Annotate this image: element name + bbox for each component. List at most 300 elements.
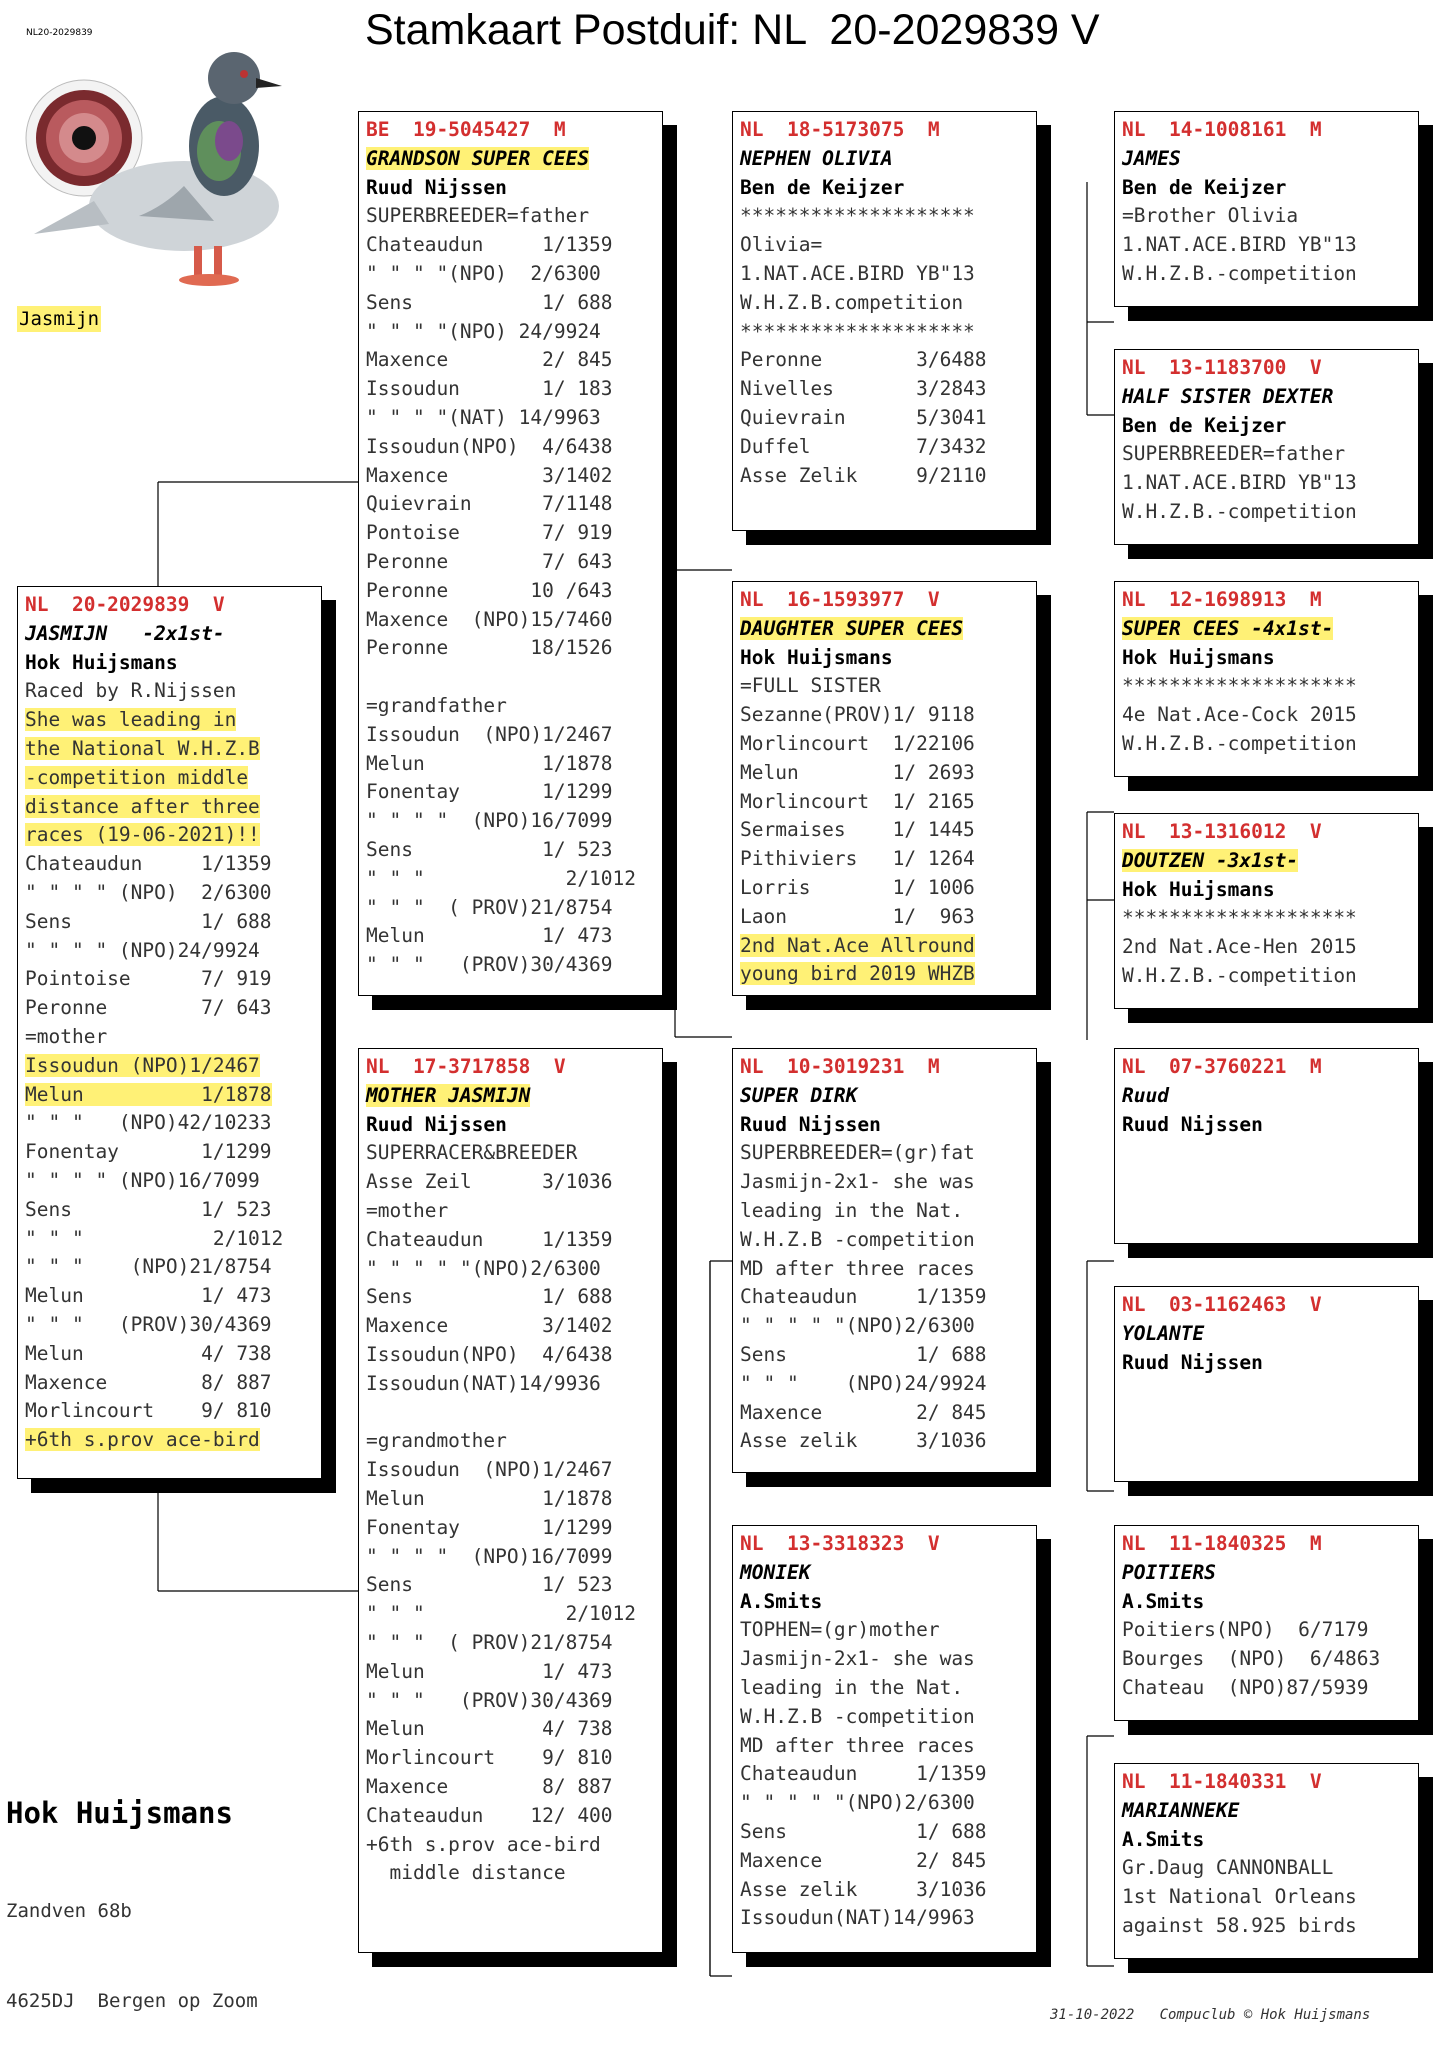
card-line (25, 1081, 315, 1110)
card-line-text: ******************** (1122, 674, 1357, 698)
card-line-text: Sens 1/ 688 (740, 1819, 987, 1843)
card-line (366, 836, 656, 865)
card-line (1122, 1883, 1412, 1912)
ring-number: NL 13-1183700 V (1122, 356, 1322, 379)
card-line-text: ******************** (1122, 906, 1357, 930)
card-ggp-mfm[interactable] (1114, 1286, 1419, 1482)
card-ggp-fmm[interactable] (1114, 813, 1419, 1009)
card-line (25, 1167, 315, 1196)
card-line-text: Peronne 7/ 643 (25, 996, 272, 1020)
owner: Ruud Nijssen (740, 1112, 881, 1136)
card-line-text: " " " (NPO)42/10233 (25, 1111, 272, 1135)
card-line-text: Maxence (NPO)15/7460 (366, 607, 613, 631)
card-line-text: " " " 2/1012 (366, 866, 637, 890)
card-line (25, 1225, 315, 1254)
card-line-text: Issoudun (NPO)1/2467 (25, 1053, 260, 1077)
card-line-text: She was leading in (25, 708, 237, 732)
card-line (366, 260, 656, 289)
card-line-text: MD after three races (740, 1256, 975, 1280)
card-line (1122, 962, 1412, 991)
card-line-text: Chateaudun 1/1359 (740, 1762, 987, 1786)
card-line (25, 994, 315, 1023)
card-line (1122, 1674, 1412, 1703)
card-line-text: leading in the Nat. (740, 1198, 964, 1222)
card-line (366, 807, 656, 836)
card-line-text: Sens 1/ 523 (25, 1197, 272, 1221)
card-line (25, 879, 315, 908)
card-line (25, 735, 315, 764)
card-line-text: " " " " (NPO)24/9924 (25, 938, 260, 962)
card-line (366, 894, 656, 923)
card-line-text: Maxence 3/1402 (366, 1314, 613, 1338)
footer-copyright: 31-10-2022 Compuclub © Hok Huijsmans (1050, 2007, 1371, 2023)
card-line-text: W.H.Z.B.-competition (1122, 731, 1357, 755)
card-line (25, 1253, 315, 1282)
pigeon-name (740, 615, 1030, 644)
card-line-text: " " " ( PROV)21/8754 (366, 895, 613, 919)
pigeon-name: NEPHEN OLIVIA (740, 146, 893, 170)
card-line-text: Maxence 2/ 845 (740, 1848, 987, 1872)
card-line (366, 346, 656, 375)
card-line (25, 1196, 315, 1225)
card-line (366, 1427, 656, 1456)
card-line (740, 318, 1030, 347)
card-line (740, 932, 1030, 961)
card-line-text: Melun 1/ 473 (25, 1284, 272, 1308)
card-line (740, 1168, 1030, 1197)
card-line (25, 1282, 315, 1311)
card-line (1122, 231, 1412, 260)
card-line (740, 260, 1030, 289)
card-ggp-mff[interactable] (1114, 1048, 1419, 1244)
card-line (366, 1197, 656, 1226)
pigeon-name (366, 145, 656, 174)
card-line (366, 1139, 656, 1168)
ring-number: NL 10-3019231 M (740, 1055, 940, 1078)
card-line-text: " " " 2/1012 (25, 1226, 284, 1250)
card-lines (1122, 1616, 1412, 1702)
card-line-text: Duffel 7/3432 (740, 434, 987, 458)
card-line-text: middle distance (366, 1861, 566, 1885)
card-line-text: +6th s.prov ace-bird (25, 1428, 260, 1452)
card-line (25, 1397, 315, 1426)
card-line (366, 1715, 656, 1744)
card-line-text: " " " (PROV)30/4369 (366, 1688, 613, 1712)
pigeon-name (366, 1082, 656, 1111)
card-line-text: W.H.Z.B.-competition (1122, 963, 1357, 987)
card-line (740, 1370, 1030, 1399)
card-lines (25, 677, 315, 1455)
card-line-text: W.H.Z.B.competition (740, 290, 964, 314)
card-line-text: Nivelles 3/2843 (740, 377, 987, 401)
card-line-text: Asse Zeil 3/1036 (366, 1170, 613, 1194)
card-line (740, 960, 1030, 989)
card-line (25, 1426, 315, 1455)
card-line (366, 750, 656, 779)
card-line-text: Gr.Daug CANNONBALL (1122, 1856, 1334, 1880)
card-line-text: Issoudun 1/ 183 (366, 377, 613, 401)
pigeon-name: MARIANNEKE (1122, 1798, 1240, 1822)
pigeon-name: Ruud (1122, 1083, 1169, 1107)
card-line-text: Fonentay 1/1299 (366, 780, 613, 804)
card-line-text: Issoudun(NAT)14/9936 (366, 1371, 601, 1395)
card-paternal-grandfather[interactable] (732, 111, 1037, 531)
pigeon-name: JAMES (1122, 146, 1181, 170)
loft-address (6, 1836, 258, 2046)
card-line-text: Pontoise 7/ 919 (366, 521, 613, 545)
card-maternal-grandmother[interactable] (732, 1525, 1037, 1953)
card-line-text: Sermaises 1/ 1445 (740, 818, 975, 842)
card-line-text: Sens 1/ 688 (366, 1285, 613, 1309)
card-ggp-mmf[interactable] (1114, 1525, 1419, 1721)
card-line-text: Melun 1/ 2693 (740, 760, 975, 784)
pigeon-name (1122, 847, 1412, 876)
card-line-text: Laon 1/ 963 (740, 904, 975, 928)
owner: Ben de Keijzer (1122, 175, 1287, 199)
card-line (366, 433, 656, 462)
ring-number: NL 17-3717858 V (366, 1055, 566, 1078)
card-line (366, 1802, 656, 1831)
card-line (366, 490, 656, 519)
card-line (25, 1109, 315, 1138)
card-line-text: Sezanne(PROV)1/ 9118 (740, 703, 975, 727)
card-line-text: Chateau (NPO)87/5939 (1122, 1675, 1369, 1699)
card-line-text: MD after three races (740, 1733, 975, 1757)
card-line-text: Melun 1/1878 (366, 1486, 613, 1510)
card-line-text: Chateaudun 1/1359 (740, 1285, 987, 1309)
card-line-text: 2nd Nat.Ace Allround (740, 933, 975, 957)
card-line (25, 764, 315, 793)
card-line-text: Asse zelik 3/1036 (740, 1429, 987, 1453)
card-line-text: SUPERBREEDER=father (1122, 442, 1346, 466)
card-line-text: 4e Nat.Ace-Cock 2015 (1122, 703, 1357, 727)
pigeon-name: JASMIJN -2x1st- (25, 621, 225, 645)
card-line-text: " " " " (NPO)16/7099 (25, 1168, 260, 1192)
card-line (366, 519, 656, 548)
loft-name: Hok Huijsmans (6, 1796, 233, 1830)
card-line-text: W.H.Z.B -competition (740, 1704, 975, 1728)
owner: Hok Huijsmans (1122, 877, 1275, 901)
card-line-text: Chateaudun 1/1359 (366, 1227, 613, 1251)
card-line (366, 1255, 656, 1284)
card-line (25, 1023, 315, 1052)
card-line-text: young bird 2019 WHZB (740, 962, 975, 986)
card-ggp-fmf[interactable] (1114, 581, 1419, 777)
card-line (1122, 904, 1412, 933)
ring-number: NL 13-1316012 V (1122, 820, 1322, 843)
card-line-text: W.H.Z.B.-competition (1122, 499, 1357, 523)
card-line (740, 1703, 1030, 1732)
card-line (740, 289, 1030, 318)
card-line-text: Melun 1/ 473 (366, 1659, 613, 1683)
card-lines (740, 1139, 1030, 1456)
pigeon-name-text: DAUGHTER SUPER CEES (740, 616, 964, 640)
card-line (366, 1312, 656, 1341)
card-line (1122, 1854, 1412, 1883)
card-line (740, 404, 1030, 433)
card-line (366, 289, 656, 318)
ring-number: NL 14-1008161 M (1122, 118, 1322, 141)
card-line-text: Melun 4/ 738 (25, 1341, 272, 1365)
card-line-text: Morlincourt 1/22106 (740, 731, 975, 755)
card-line (1122, 701, 1412, 730)
pigeon-name-text: SUPER CEES -4x1st- (1122, 616, 1334, 640)
card-line (740, 1789, 1030, 1818)
card-line (366, 404, 656, 433)
pigeon-name-text: DOUTZEN -3x1st- (1122, 848, 1299, 872)
card-line (25, 1340, 315, 1369)
card-line-text: Issoudun(NPO) 4/6438 (366, 434, 613, 458)
card-line-text: " " " (NPO)24/9924 (740, 1371, 987, 1395)
card-line-text: " " " "(NPO) 24/9924 (366, 319, 601, 343)
card-line-text: SUPERBREEDER=father (366, 204, 590, 228)
card-line (366, 1629, 656, 1658)
card-line-text: Lorris 1/ 1006 (740, 875, 975, 899)
card-line (25, 677, 315, 706)
ring-number: NL 11-1840325 M (1122, 1532, 1322, 1555)
card-line-text: +6th s.prov ace-bird (366, 1832, 601, 1856)
card-line-text: ******************** (740, 204, 975, 228)
card-line-text: =mother (366, 1198, 449, 1222)
owner: Hok Huijsmans (1122, 645, 1275, 669)
card-line (740, 1312, 1030, 1341)
card-line (25, 850, 315, 879)
card-line (25, 908, 315, 937)
card-lines (1122, 672, 1412, 758)
owner: A.Smits (1122, 1827, 1205, 1851)
card-ggp-fff[interactable] (1114, 111, 1419, 307)
card-line (366, 1456, 656, 1485)
page-title: Stamkaart Postduif: NL 20-2029839 V (365, 6, 1100, 54)
card-line (740, 231, 1030, 260)
card-line-text: TOPHEN=(gr)mother (740, 1618, 940, 1642)
card-line-text: Chateaudun 12/ 400 (366, 1803, 613, 1827)
card-ggp-ffm[interactable] (1114, 349, 1419, 545)
card-line-text: =grandmother (366, 1429, 507, 1453)
card-line (1122, 1912, 1412, 1941)
card-subject[interactable] (17, 586, 322, 1479)
card-father[interactable] (358, 111, 663, 996)
card-line (740, 874, 1030, 903)
card-line-text: Maxence 3/1402 (366, 463, 613, 487)
card-line (1122, 260, 1412, 289)
card-lines (1122, 440, 1412, 526)
card-line (740, 845, 1030, 874)
card-line-text: Melun 4/ 738 (366, 1717, 613, 1741)
card-line-text (366, 1401, 378, 1424)
card-line (740, 788, 1030, 817)
card-line (25, 1369, 315, 1398)
owner: Ruud Nijssen (1122, 1350, 1263, 1374)
card-lines (1122, 904, 1412, 990)
card-lines (366, 1139, 656, 1888)
card-line-text: Asse Zelik 9/2110 (740, 463, 987, 487)
card-line (366, 548, 656, 577)
card-line (1122, 498, 1412, 527)
card-line (740, 375, 1030, 404)
card-line (366, 778, 656, 807)
card-line (740, 1760, 1030, 1789)
pigeon-name: MONIEK (740, 1560, 811, 1584)
owner: Ben de Keijzer (1122, 413, 1287, 437)
card-line (740, 1904, 1030, 1933)
card-line-text: Sens 1/ 688 (740, 1342, 987, 1366)
card-line (740, 1847, 1030, 1876)
card-line-text: =Brother Olivia (1122, 204, 1299, 228)
card-line-text: SUPERRACER&BREEDER (366, 1141, 578, 1165)
card-line-text: Jasmijn-2x1- she was (740, 1170, 975, 1194)
card-lines (1122, 202, 1412, 288)
owner: Hok Huijsmans (25, 650, 178, 674)
card-line-text: Quievrain 5/3041 (740, 405, 987, 429)
card-line (740, 1341, 1030, 1370)
card-line (366, 1773, 656, 1802)
card-line-text: =mother (25, 1024, 108, 1048)
ring-number: NL 16-1593977 V (740, 588, 940, 611)
card-line-text: Peronne 7/ 643 (366, 549, 613, 573)
card-line-text: 1st National Orleans (1122, 1885, 1357, 1909)
address-city: 4625DJ Bergen op Zoom (6, 1990, 258, 2012)
card-line (740, 1427, 1030, 1456)
card-line (25, 821, 315, 850)
card-line (25, 1052, 315, 1081)
card-lines (366, 202, 656, 980)
card-line (366, 922, 656, 951)
pigeon-name-text: MOTHER JASMIJN (366, 1083, 531, 1107)
card-line-text: Asse zelik 3/1036 (740, 1877, 987, 1901)
card-line-text: " " " " (NPO)16/7099 (366, 1544, 613, 1568)
card-line (740, 1616, 1030, 1645)
owner: Ben de Keijzer (740, 175, 905, 199)
card-line-text: Peronne 18/1526 (366, 636, 613, 660)
card-line (366, 606, 656, 635)
card-line (1122, 730, 1412, 759)
card-line (740, 1255, 1030, 1284)
card-line (366, 1168, 656, 1197)
card-line-text: 1.NAT.ACE.BIRD YB"13 (1122, 233, 1357, 257)
card-line-text: SUPERBREEDER=(gr)fat (740, 1141, 975, 1165)
card-line-text: Issoudun(NAT)14/9963 (740, 1906, 975, 1930)
card-mother[interactable] (358, 1048, 663, 1953)
card-line-text: " " " " "(NPO)2/6300 (366, 1256, 601, 1280)
card-line (740, 462, 1030, 491)
card-line-text: Peronne 3/6488 (740, 348, 987, 372)
card-line (366, 865, 656, 894)
card-lines (740, 202, 1030, 490)
card-paternal-grandmother[interactable] (732, 581, 1037, 996)
card-line (740, 816, 1030, 845)
card-line-text: Sens 1/ 523 (366, 1573, 613, 1597)
card-lines (740, 672, 1030, 989)
photo-caption: Jasmijn (19, 308, 100, 330)
card-line (366, 1658, 656, 1687)
card-line (25, 937, 315, 966)
card-line (366, 375, 656, 404)
card-line-text: =FULL SISTER (740, 674, 881, 698)
card-line-text: W.H.Z.B -competition (740, 1227, 975, 1251)
card-line-text: Olivia= (740, 233, 823, 257)
owner: Ruud Nijssen (1122, 1112, 1263, 1136)
card-line-text: =grandfather (366, 693, 507, 717)
card-line-text: Fonentay 1/1299 (25, 1140, 272, 1164)
card-line-text: " " " " (NPO) 2/6300 (25, 880, 272, 904)
card-line-text: W.H.Z.B.-competition (1122, 261, 1357, 285)
card-line (25, 1311, 315, 1340)
card-maternal-grandfather[interactable] (732, 1048, 1037, 1473)
card-line (740, 1876, 1030, 1905)
card-line-text: Morlincourt 1/ 2165 (740, 789, 975, 813)
card-line-text: Pithiviers 1/ 1264 (740, 847, 975, 871)
card-line (740, 1197, 1030, 1226)
card-ggp-mmm[interactable] (1114, 1763, 1419, 1959)
card-line-text: Melun 1/1878 (366, 751, 613, 775)
card-line-text: Pointoise 7/ 919 (25, 967, 272, 991)
card-line-text: Chateaudun 1/1359 (25, 852, 272, 876)
card-line (366, 1226, 656, 1255)
card-line-text: " " " " (NPO)16/7099 (366, 809, 613, 833)
pigeon-name: HALF SISTER DEXTER (1122, 384, 1334, 408)
card-line-text: Maxence 2/ 845 (740, 1400, 987, 1424)
card-line (740, 701, 1030, 730)
card-line-text: Morlincourt 9/ 810 (366, 1746, 613, 1770)
card-line-text: Maxence 2/ 845 (366, 348, 613, 372)
card-line (740, 730, 1030, 759)
photo-ring-number: NL20-2029839 (26, 28, 93, 38)
card-line-text: " " " "(NAT) 14/9963 (366, 405, 601, 429)
card-line-text: -competition middle (25, 765, 249, 789)
card-line (740, 759, 1030, 788)
card-line (1122, 672, 1412, 701)
card-line-text: " " " ( PROV)21/8754 (366, 1630, 613, 1654)
card-line-text: 1.NAT.ACE.BIRD YB"13 (1122, 471, 1357, 495)
card-line (740, 202, 1030, 231)
card-line (740, 433, 1030, 462)
card-line-text: Fonentay 1/1299 (366, 1515, 613, 1539)
card-line-text: Poitiers(NPO) 6/7179 (1122, 1618, 1369, 1642)
pigeon-name (1122, 615, 1412, 644)
card-line (1122, 1645, 1412, 1674)
card-line-text: Melun 1/1878 (25, 1082, 272, 1106)
card-line-text: " " " (PROV)30/4369 (25, 1312, 272, 1336)
card-line (366, 1687, 656, 1716)
card-line-text: Raced by R.Nijssen (25, 679, 237, 703)
pigeon-name-text: GRANDSON SUPER CEES (366, 146, 590, 170)
card-line (366, 1744, 656, 1773)
card-line (1122, 440, 1412, 469)
card-line-text: Quievrain 7/1148 (366, 492, 613, 516)
card-line (366, 721, 656, 750)
card-line (366, 1514, 656, 1543)
owner: Ruud Nijssen (366, 1112, 507, 1136)
ring-number: NL 12-1698913 M (1122, 588, 1322, 611)
card-lines (740, 1616, 1030, 1933)
card-line (366, 1370, 656, 1399)
card-line-text: " " " "(NPO) 2/6300 (366, 261, 601, 285)
card-line (1122, 1616, 1412, 1645)
ring-number: NL 11-1840331 V (1122, 1770, 1322, 1793)
card-line-text: " " " " "(NPO)2/6300 (740, 1791, 975, 1815)
card-lines (1122, 1854, 1412, 1940)
card-line (1122, 933, 1412, 962)
ring-number: NL 13-3318323 V (740, 1532, 940, 1555)
card-line-text: Sens 1/ 688 (25, 909, 272, 933)
card-line (366, 1831, 656, 1860)
pigeon-name: SUPER DIRK (740, 1083, 858, 1107)
card-line (366, 462, 656, 491)
card-line-text: Issoudun (NPO)1/2467 (366, 1458, 613, 1482)
card-line-text: Issoudun (NPO)1/2467 (366, 722, 613, 746)
card-line-text: " " " 2/1012 (366, 1602, 637, 1626)
